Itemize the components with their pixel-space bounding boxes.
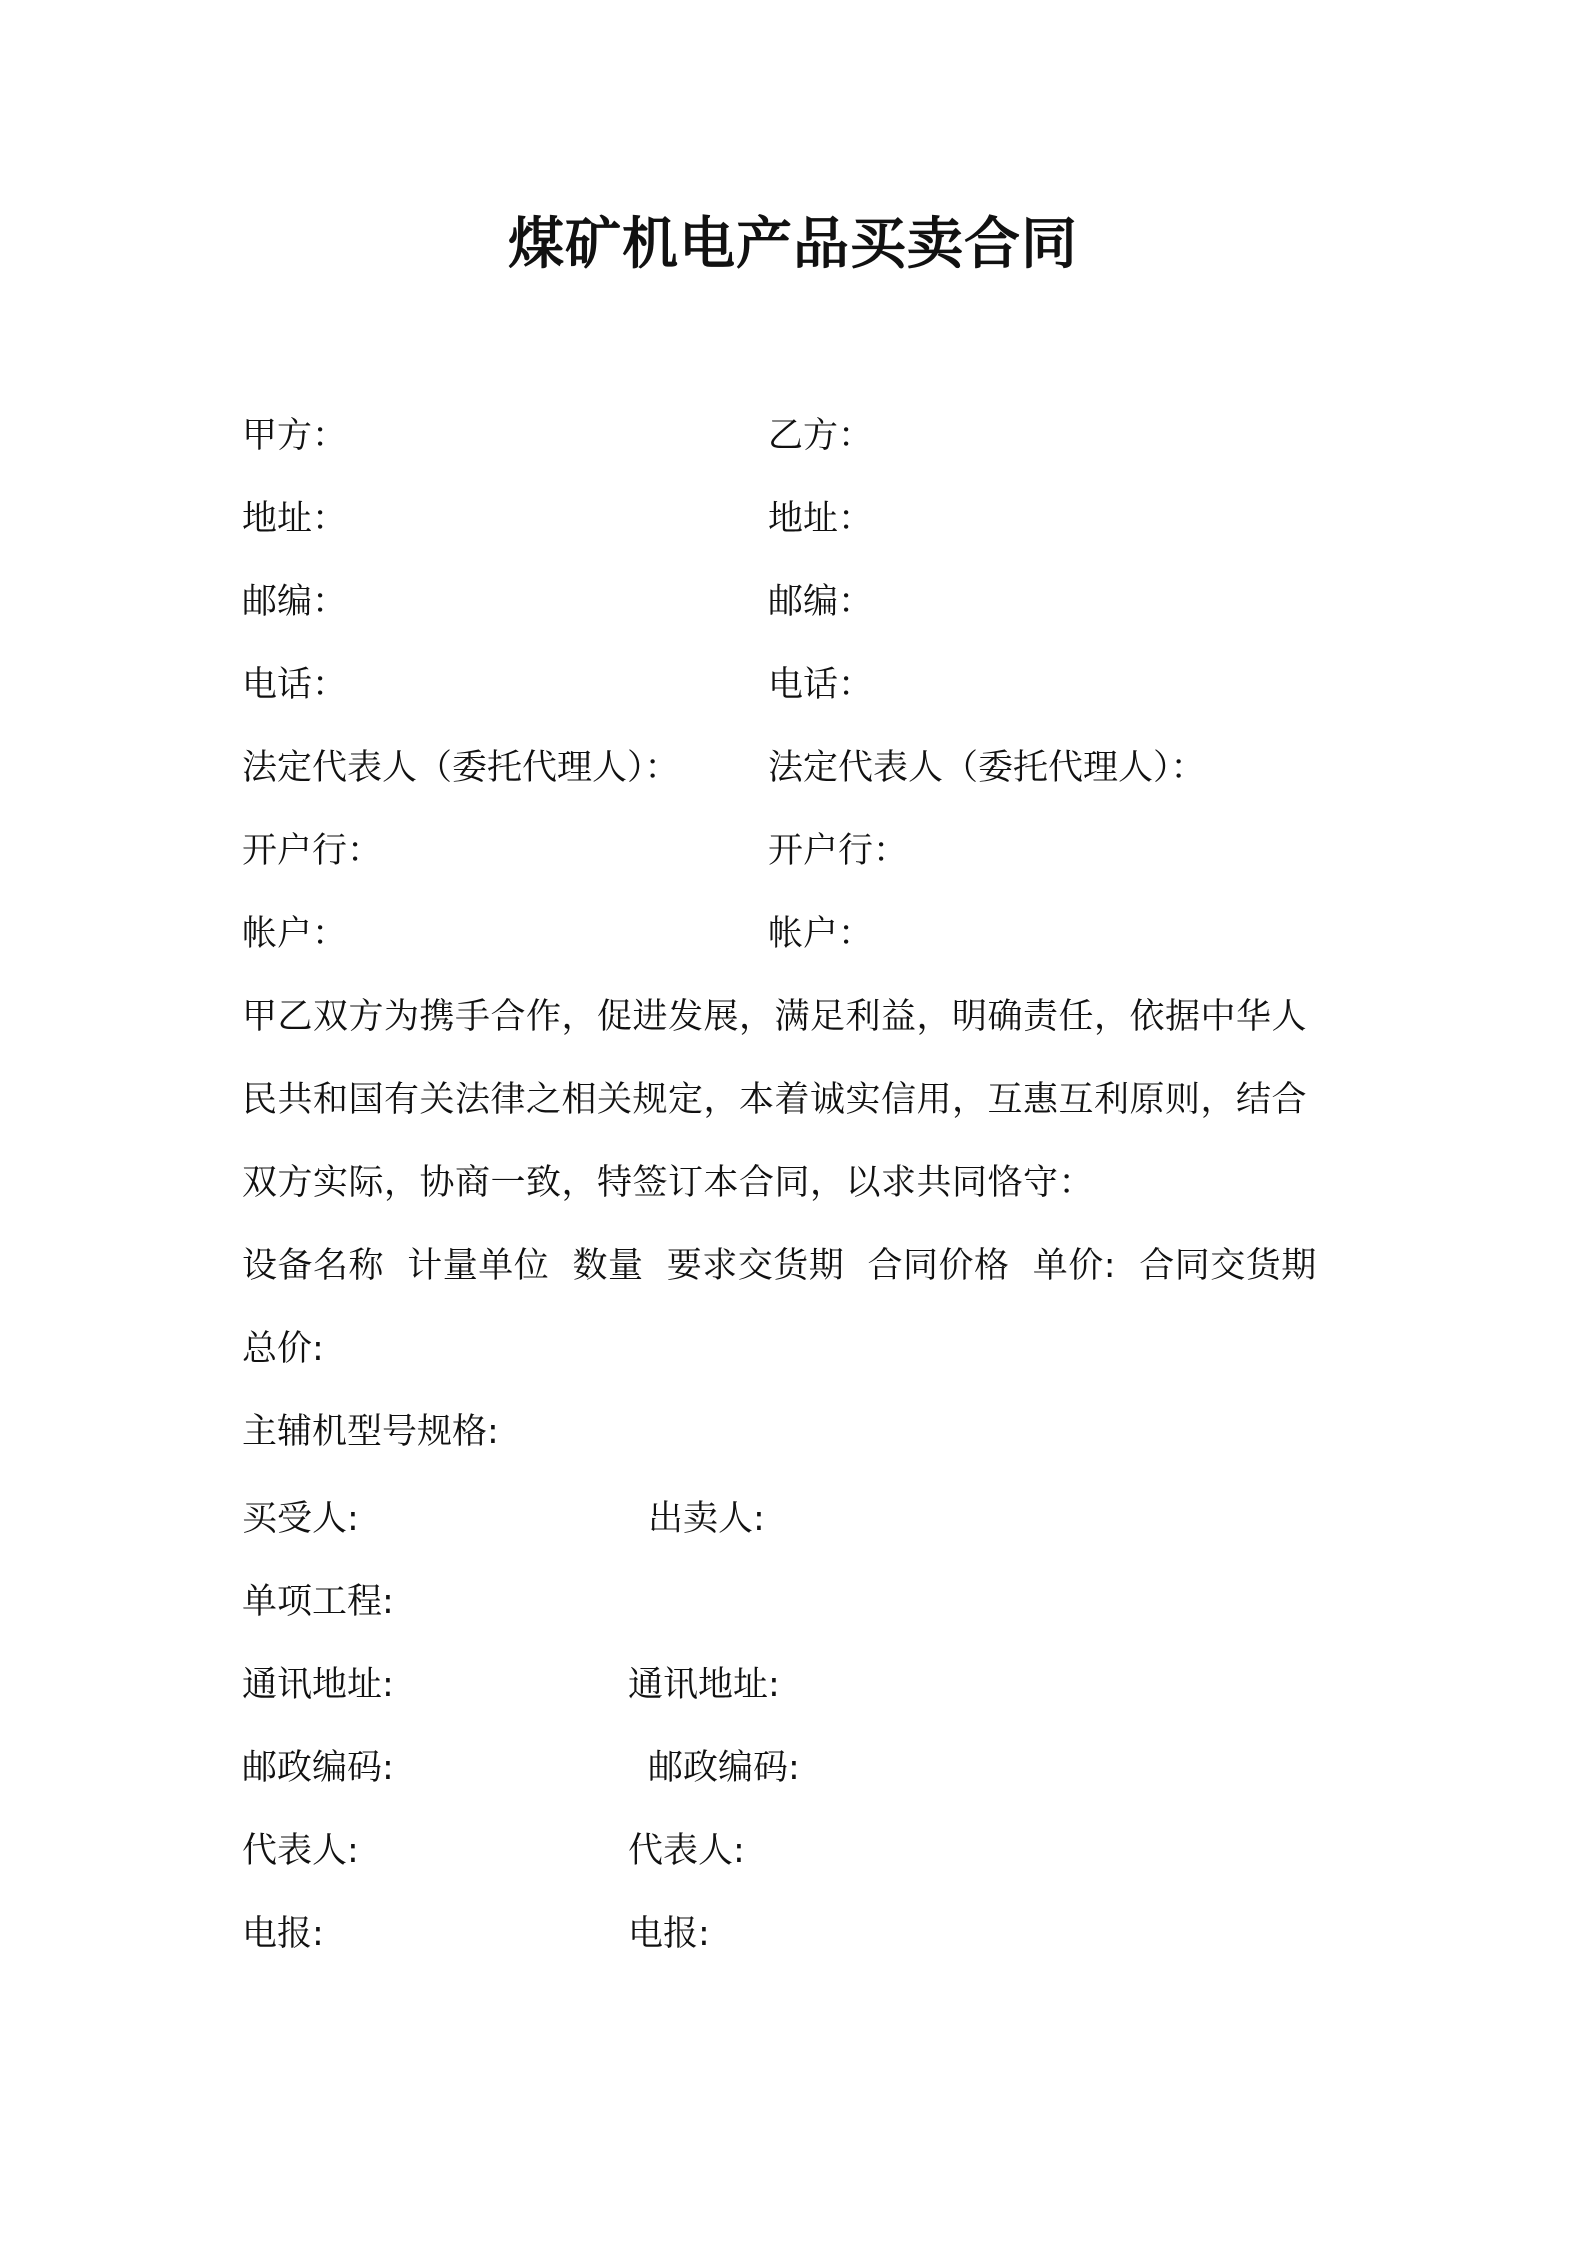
party-b-account-label: 帐户： bbox=[768, 914, 874, 954]
party-b-representative-label: 法定代表人（委托代理人）： bbox=[768, 748, 1206, 788]
equipment-columns-line: 设备名称 计量单位 数量 要求交货期 合同价格 单价: 合同交货期 bbox=[242, 1246, 1317, 1286]
seller-representative-label: 代表人: bbox=[628, 1831, 745, 1871]
seller-mail-address-label: 通讯地址: bbox=[628, 1665, 780, 1705]
single-project-label: 单项工程: bbox=[242, 1582, 394, 1622]
intro-line-2: 民共和国有关法律之相关规定，本着诚实信用，互惠互利原则，结合 bbox=[242, 1080, 1308, 1120]
main-aux-model-label: 主辅机型号规格: bbox=[242, 1412, 499, 1452]
total-price-label: 总价: bbox=[242, 1329, 324, 1369]
buyer-representative-label: 代表人: bbox=[242, 1831, 359, 1871]
document-title: 煤矿机电产品买卖合同 bbox=[508, 212, 1078, 277]
buyer-postal-code-label: 邮政编码: bbox=[242, 1748, 394, 1788]
party-b-address-label: 地址： bbox=[768, 499, 874, 539]
party-a-postcode-label: 邮编： bbox=[242, 582, 348, 622]
seller-label: 出卖人: bbox=[648, 1499, 765, 1539]
intro-line-3: 双方实际，协商一致，特签订本合同，以求共同恪守： bbox=[242, 1163, 1095, 1203]
party-a-bank-label: 开户行： bbox=[242, 831, 383, 871]
party-a-phone-label: 电话： bbox=[242, 665, 348, 705]
party-a-account-label: 帐户： bbox=[242, 914, 348, 954]
party-b-bank-label: 开户行： bbox=[768, 831, 909, 871]
party-a-address-label: 地址： bbox=[242, 499, 348, 539]
party-a-representative-label: 法定代表人（委托代理人）： bbox=[242, 748, 680, 788]
party-a-label: 甲方： bbox=[242, 416, 348, 456]
seller-postal-code-label: 邮政编码: bbox=[648, 1748, 800, 1788]
buyer-telegram-label: 电报: bbox=[242, 1914, 324, 1954]
intro-line-1: 甲乙双方为携手合作，促进发展，满足利益，明确责任，依据中华人 bbox=[242, 997, 1308, 1037]
party-b-postcode-label: 邮编： bbox=[768, 582, 874, 622]
buyer-label: 买受人: bbox=[242, 1499, 359, 1539]
buyer-mail-address-label: 通讯地址: bbox=[242, 1665, 394, 1705]
party-b-phone-label: 电话： bbox=[768, 665, 874, 705]
seller-telegram-label: 电报: bbox=[628, 1914, 710, 1954]
party-b-label: 乙方： bbox=[768, 416, 874, 456]
